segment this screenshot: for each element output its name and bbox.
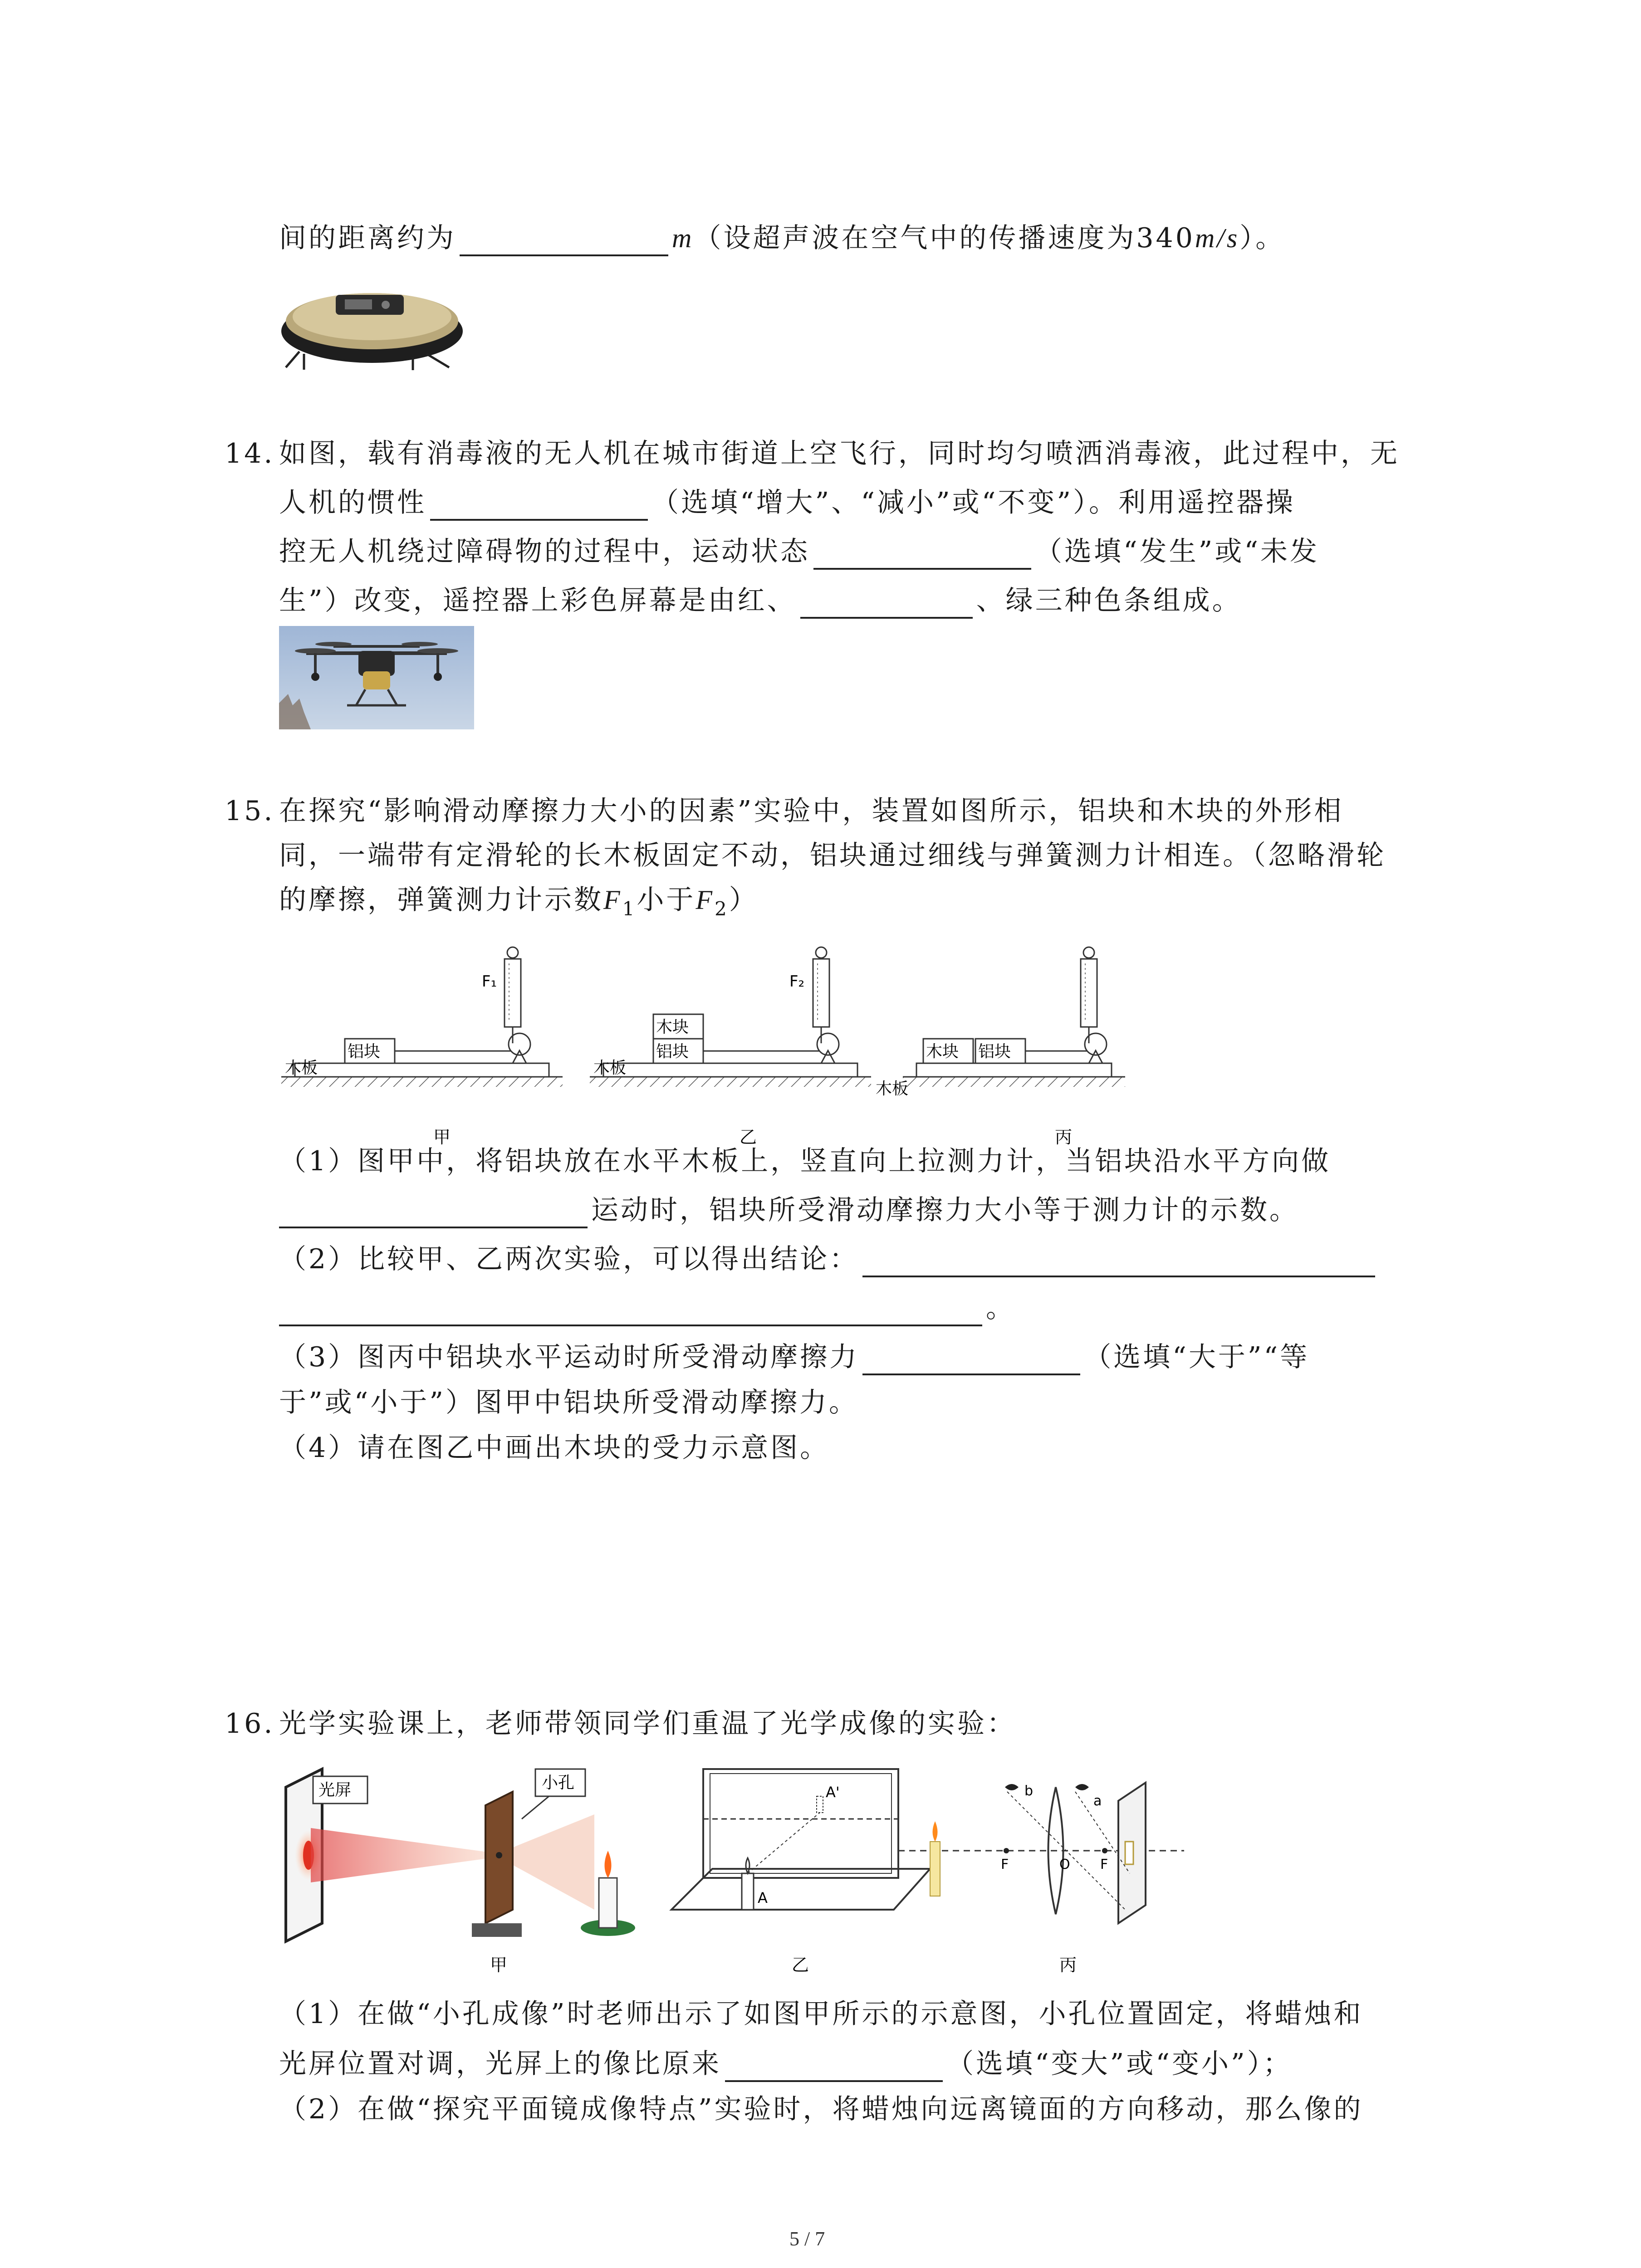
q15-F1-subscript: 1	[622, 898, 637, 920]
q15-friction-compare-blank[interactable]	[862, 1344, 1080, 1375]
fig-bing-aluminum-label: 铝块	[978, 1042, 1011, 1061]
q14-line-2b: （选填“增大”、“减小”或“不变”）。利用遥控器操	[652, 487, 1296, 518]
fig-yi-wood-label: 木块	[656, 1018, 689, 1036]
fig-yi-board-label: 木板	[593, 1059, 627, 1077]
fig-jia-board-label: 木板	[285, 1059, 318, 1077]
q16-part1-text-b: （选填“变大”或“变小”）；	[946, 2048, 1293, 2080]
q16-number: 16.	[225, 1708, 275, 1740]
q14-line-2	[279, 484, 1295, 521]
page-number: 5 / 7	[789, 2228, 825, 2250]
q13-text-c: ）。	[1239, 222, 1285, 254]
q15-motion-blank[interactable]	[279, 1198, 588, 1228]
robot-vacuum-image	[277, 263, 467, 372]
q15-less-than: 小于	[637, 884, 696, 916]
convex-lens-setup	[898, 1783, 1184, 1923]
fig16-caption-yi: 乙	[792, 1955, 809, 1975]
q14-line-1: 如图，载有消毒液的无人机在城市街道上空飞行，同时均匀喷洒消毒液，此过程中，无	[279, 438, 1400, 469]
q14-line-3a: 控无人机绕过障碍物的过程中，运动状态	[279, 536, 810, 567]
fig-F-right-label: F	[1100, 1857, 1108, 1872]
setup-jia	[281, 947, 563, 1087]
fig-F1-label: F₁	[482, 973, 497, 991]
fig16-caption-jia: 甲	[490, 1955, 508, 1975]
fig-O-label: O	[1059, 1857, 1070, 1872]
friction-experiment-figure	[272, 925, 1180, 1152]
q15-part3-text-b: （选填“大于”“等	[1084, 1341, 1310, 1373]
q15-conclusion-blank-1[interactable]	[862, 1246, 1375, 1277]
q15-F2-subscript: 2	[715, 898, 729, 920]
q15-line-2: 同，一端带有定滑轮的长木板固定不动，铝块通过细线与弹簧测力计相连。（忽略滑轮	[279, 840, 1386, 871]
q15-part1-line1: （1）图甲中，将铝块放在水平木板上，竖直向上拉测力计，当铝块沿水平方向做	[279, 1145, 1331, 1177]
q16-part1-line2	[279, 2046, 1293, 2082]
fig-hole-label: 小孔	[542, 1774, 575, 1792]
fig-a-label: a	[1093, 1793, 1102, 1809]
fig-jia-aluminum-label: 铝块	[348, 1042, 381, 1061]
q13-text-a: 间的距离约为	[279, 222, 456, 254]
fig-F2-label: F₂	[789, 973, 805, 991]
fig16-caption-bing: 丙	[1059, 1955, 1077, 1975]
fig-b-label: b	[1024, 1783, 1034, 1799]
fig-bing-board-label: 木板	[876, 1080, 909, 1098]
q15-part2-line1	[279, 1241, 1379, 1277]
q15-part3-line1	[279, 1339, 1309, 1375]
q15-part3-text-a: （3）图丙中铝块水平运动时所受滑动摩擦力	[279, 1341, 859, 1373]
q14-line-3	[279, 533, 1319, 570]
q15-number: 15.	[225, 795, 275, 827]
fig-A-prime-label: A'	[826, 1784, 840, 1801]
q15-part1-text: 运动时，铝块所受滑动摩擦力大小等于测力计的示数。	[591, 1194, 1299, 1226]
q15-line-1: 在探究“影响滑动摩擦力大小的因素”实验中，装置如图所示，铝块和木块的外形相	[279, 795, 1344, 827]
q15-line-3	[279, 882, 759, 927]
q14-line-4	[279, 582, 1242, 619]
q16-line-1: 光学实验课上，老师带领同学们重温了光学成像的实验：	[279, 1708, 1016, 1740]
setup-yi	[590, 947, 871, 1087]
q13-unit: m	[672, 223, 694, 253]
fig-screen-label: 光屏	[318, 1781, 352, 1799]
q15-part3-line2: 于”或“小于”）图甲中铝块所受滑动摩擦力。	[279, 1387, 859, 1418]
fig-bing-wood-label: 木块	[926, 1042, 959, 1061]
q15-part4: （4）请在图乙中画出木块的受力示意图。	[279, 1432, 830, 1464]
fig15-caption-yi: 乙	[740, 1127, 757, 1147]
q15-conclusion-blank-2[interactable]	[279, 1295, 982, 1326]
optics-experiment-figure	[277, 1760, 1207, 1978]
setup-bing	[903, 947, 1125, 1087]
q14-line-4b: 、绿三种色条组成。	[976, 585, 1242, 616]
q13-answer-blank[interactable]	[460, 225, 668, 256]
q14-number: 14.	[225, 438, 275, 469]
q14-motion-blank[interactable]	[813, 539, 1031, 570]
q15-part1-line2	[279, 1192, 1299, 1228]
q16-part1-line1: （1）在做“小孔成像”时老师出示了如图甲所示的示意图，小孔位置固定，将蜡烛和	[279, 1998, 1363, 2030]
drone-image	[279, 626, 474, 729]
q15-part2-text: （2）比较甲、乙两次实验，可以得出结论：	[279, 1243, 859, 1275]
q15-part2-end: 。	[986, 1292, 1015, 1324]
q14-line-3b: （选填“发生”或“未发	[1035, 536, 1320, 567]
q15-close-paren: ）	[729, 884, 759, 916]
q15-line-3a: 的摩擦，弹簧测力计示数	[279, 884, 603, 916]
q13-line	[279, 220, 1285, 256]
q13-text-b: （设超声波在空气中的传播速度为340	[694, 222, 1195, 254]
fig-A-label: A	[758, 1889, 768, 1906]
q15-F2-symbol: F	[696, 885, 715, 915]
q16-part1-text-a: 光屏位置对调，光屏上的像比原来	[279, 2048, 721, 2080]
fig-F-left-label: F	[1001, 1857, 1009, 1872]
q16-image-size-blank[interactable]	[725, 2051, 943, 2082]
q13-speed-unit: m/s	[1195, 223, 1240, 253]
q14-color-blank[interactable]	[800, 588, 973, 619]
q14-inertia-blank[interactable]	[430, 490, 648, 521]
fig-yi-aluminum-label: 铝块	[656, 1042, 689, 1061]
q14-line-2a: 人机的惯性	[279, 487, 426, 518]
q15-part2-line2	[279, 1290, 1015, 1326]
q15-F1-symbol: F	[603, 885, 622, 915]
plane-mirror-setup	[671, 1769, 930, 1910]
q14-line-4a: 生”）改变，遥控器上彩色屏幕是由红、	[279, 585, 797, 616]
fig15-caption-jia: 甲	[433, 1127, 451, 1147]
q16-part2-line1: （2）在做“探究平面镜成像特点”实验时，将蜡烛向远离镜面的方向移动，那么像的	[279, 2093, 1363, 2125]
fig15-caption-bing: 丙	[1055, 1127, 1073, 1147]
